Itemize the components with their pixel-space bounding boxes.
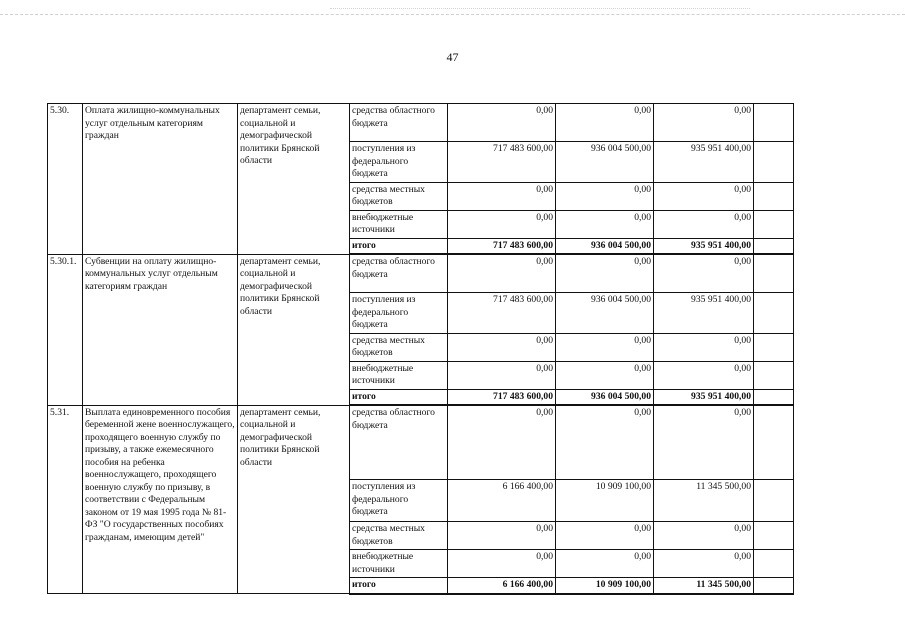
empty-cell bbox=[754, 389, 794, 405]
value-year-2: 0,00 bbox=[556, 522, 654, 550]
executor: департамент семьи, социальной и демографической политики Брянской области bbox=[238, 405, 350, 594]
source-label: поступления из федерального бюджета bbox=[350, 142, 448, 183]
value-year-2: 0,00 bbox=[556, 210, 654, 238]
value-year-2: 0,00 bbox=[556, 550, 654, 578]
table-row bbox=[48, 104, 794, 142]
scan-artifact-dots bbox=[330, 8, 750, 10]
value-year-1: 717 483 600,00 bbox=[448, 238, 556, 254]
value-year-1: 0,00 bbox=[448, 405, 556, 480]
value-year-3: 0,00 bbox=[654, 361, 754, 389]
value-year-2: 0,00 bbox=[556, 254, 654, 293]
value-year-2: 0,00 bbox=[556, 104, 654, 142]
empty-cell bbox=[754, 182, 794, 210]
value-year-3: 11 345 500,00 bbox=[654, 578, 754, 594]
value-year-1: 0,00 bbox=[448, 254, 556, 293]
value-year-3: 0,00 bbox=[654, 104, 754, 142]
measure-name: Оплата жилищно-коммунальных услуг отдельным категориям граждан bbox=[83, 104, 238, 255]
measure-name: Выплата единовременного пособия беременной жене военнослужащего, проходящего военную службу по призыву, а также ежемесячного пособия на ребенка военнослужащего, проходящего военную службу по призыву, в соответствии с Федеральным законом от 19 мая 1995 года № 81-ФЗ "О государственных пособиях гражданам, имеющим детей" bbox=[83, 405, 238, 594]
source-label: внебюджетные источники bbox=[350, 210, 448, 238]
value-year-3: 935 951 400,00 bbox=[654, 293, 754, 334]
value-year-2: 0,00 bbox=[556, 333, 654, 361]
value-year-3: 935 951 400,00 bbox=[654, 238, 754, 254]
row-number: 5.30. bbox=[48, 104, 83, 255]
value-year-1: 0,00 bbox=[448, 182, 556, 210]
value-year-3: 0,00 bbox=[654, 182, 754, 210]
value-year-2: 10 909 100,00 bbox=[556, 480, 654, 522]
source-label: итого bbox=[350, 578, 448, 594]
empty-cell bbox=[754, 522, 794, 550]
value-year-1: 717 483 600,00 bbox=[448, 142, 556, 183]
empty-cell bbox=[754, 405, 794, 480]
value-year-2: 0,00 bbox=[556, 405, 654, 480]
empty-cell bbox=[754, 210, 794, 238]
empty-cell bbox=[754, 238, 794, 254]
row-number: 5.30.1. bbox=[48, 254, 83, 405]
source-label: средства местных бюджетов bbox=[350, 182, 448, 210]
executor: департамент семьи, социальной и демографической политики Брянской области bbox=[238, 254, 350, 405]
value-year-3: 0,00 bbox=[654, 210, 754, 238]
page-number: 47 bbox=[446, 50, 459, 64]
source-label: средства местных бюджетов bbox=[350, 333, 448, 361]
empty-cell bbox=[754, 293, 794, 334]
value-year-1: 0,00 bbox=[448, 210, 556, 238]
value-year-2: 936 004 500,00 bbox=[556, 389, 654, 405]
source-label: средства областного бюджета bbox=[350, 405, 448, 480]
row-number: 5.31. bbox=[48, 405, 83, 594]
value-year-3: 0,00 bbox=[654, 550, 754, 578]
value-year-1: 6 166 400,00 bbox=[448, 480, 556, 522]
empty-cell bbox=[754, 142, 794, 183]
value-year-1: 0,00 bbox=[448, 333, 556, 361]
empty-cell bbox=[754, 104, 794, 142]
source-label: внебюджетные источники bbox=[350, 361, 448, 389]
value-year-1: 0,00 bbox=[448, 361, 556, 389]
budget-table bbox=[47, 103, 794, 595]
value-year-1: 6 166 400,00 bbox=[448, 578, 556, 594]
empty-cell bbox=[754, 550, 794, 578]
value-year-2: 936 004 500,00 bbox=[556, 142, 654, 183]
source-label: внебюджетные источники bbox=[350, 550, 448, 578]
value-year-1: 0,00 bbox=[448, 104, 556, 142]
value-year-2: 936 004 500,00 bbox=[556, 293, 654, 334]
source-label: средства областного бюджета bbox=[350, 104, 448, 142]
empty-cell bbox=[754, 361, 794, 389]
value-year-3: 935 951 400,00 bbox=[654, 142, 754, 183]
source-label: средства местных бюджетов bbox=[350, 522, 448, 550]
measure-name: Субвенции на оплату жилищно-коммунальных услуг отдельным категориям граждан bbox=[83, 254, 238, 405]
value-year-2: 0,00 bbox=[556, 361, 654, 389]
source-label: средства областного бюджета bbox=[350, 254, 448, 293]
source-label: итого bbox=[350, 238, 448, 254]
value-year-1: 717 483 600,00 bbox=[448, 389, 556, 405]
value-year-3: 11 345 500,00 bbox=[654, 480, 754, 522]
value-year-1: 0,00 bbox=[448, 550, 556, 578]
empty-cell bbox=[754, 578, 794, 594]
source-label: поступления из федерального бюджета bbox=[350, 293, 448, 334]
value-year-2: 10 909 100,00 bbox=[556, 578, 654, 594]
value-year-3: 0,00 bbox=[654, 254, 754, 293]
source-label: итого bbox=[350, 389, 448, 405]
empty-cell bbox=[754, 333, 794, 361]
value-year-2: 936 004 500,00 bbox=[556, 238, 654, 254]
value-year-3: 0,00 bbox=[654, 405, 754, 480]
value-year-3: 0,00 bbox=[654, 522, 754, 550]
value-year-1: 717 483 600,00 bbox=[448, 293, 556, 334]
value-year-1: 0,00 bbox=[448, 522, 556, 550]
table-row bbox=[48, 405, 794, 480]
table-row bbox=[48, 254, 794, 293]
empty-cell bbox=[754, 254, 794, 293]
value-year-3: 935 951 400,00 bbox=[654, 389, 754, 405]
executor: департамент семьи, социальной и демографической политики Брянской области bbox=[238, 104, 350, 255]
source-label: поступления из федерального бюджета bbox=[350, 480, 448, 522]
value-year-3: 0,00 bbox=[654, 333, 754, 361]
scan-artifact-line bbox=[0, 14, 905, 17]
value-year-2: 0,00 bbox=[556, 182, 654, 210]
empty-cell bbox=[754, 480, 794, 522]
